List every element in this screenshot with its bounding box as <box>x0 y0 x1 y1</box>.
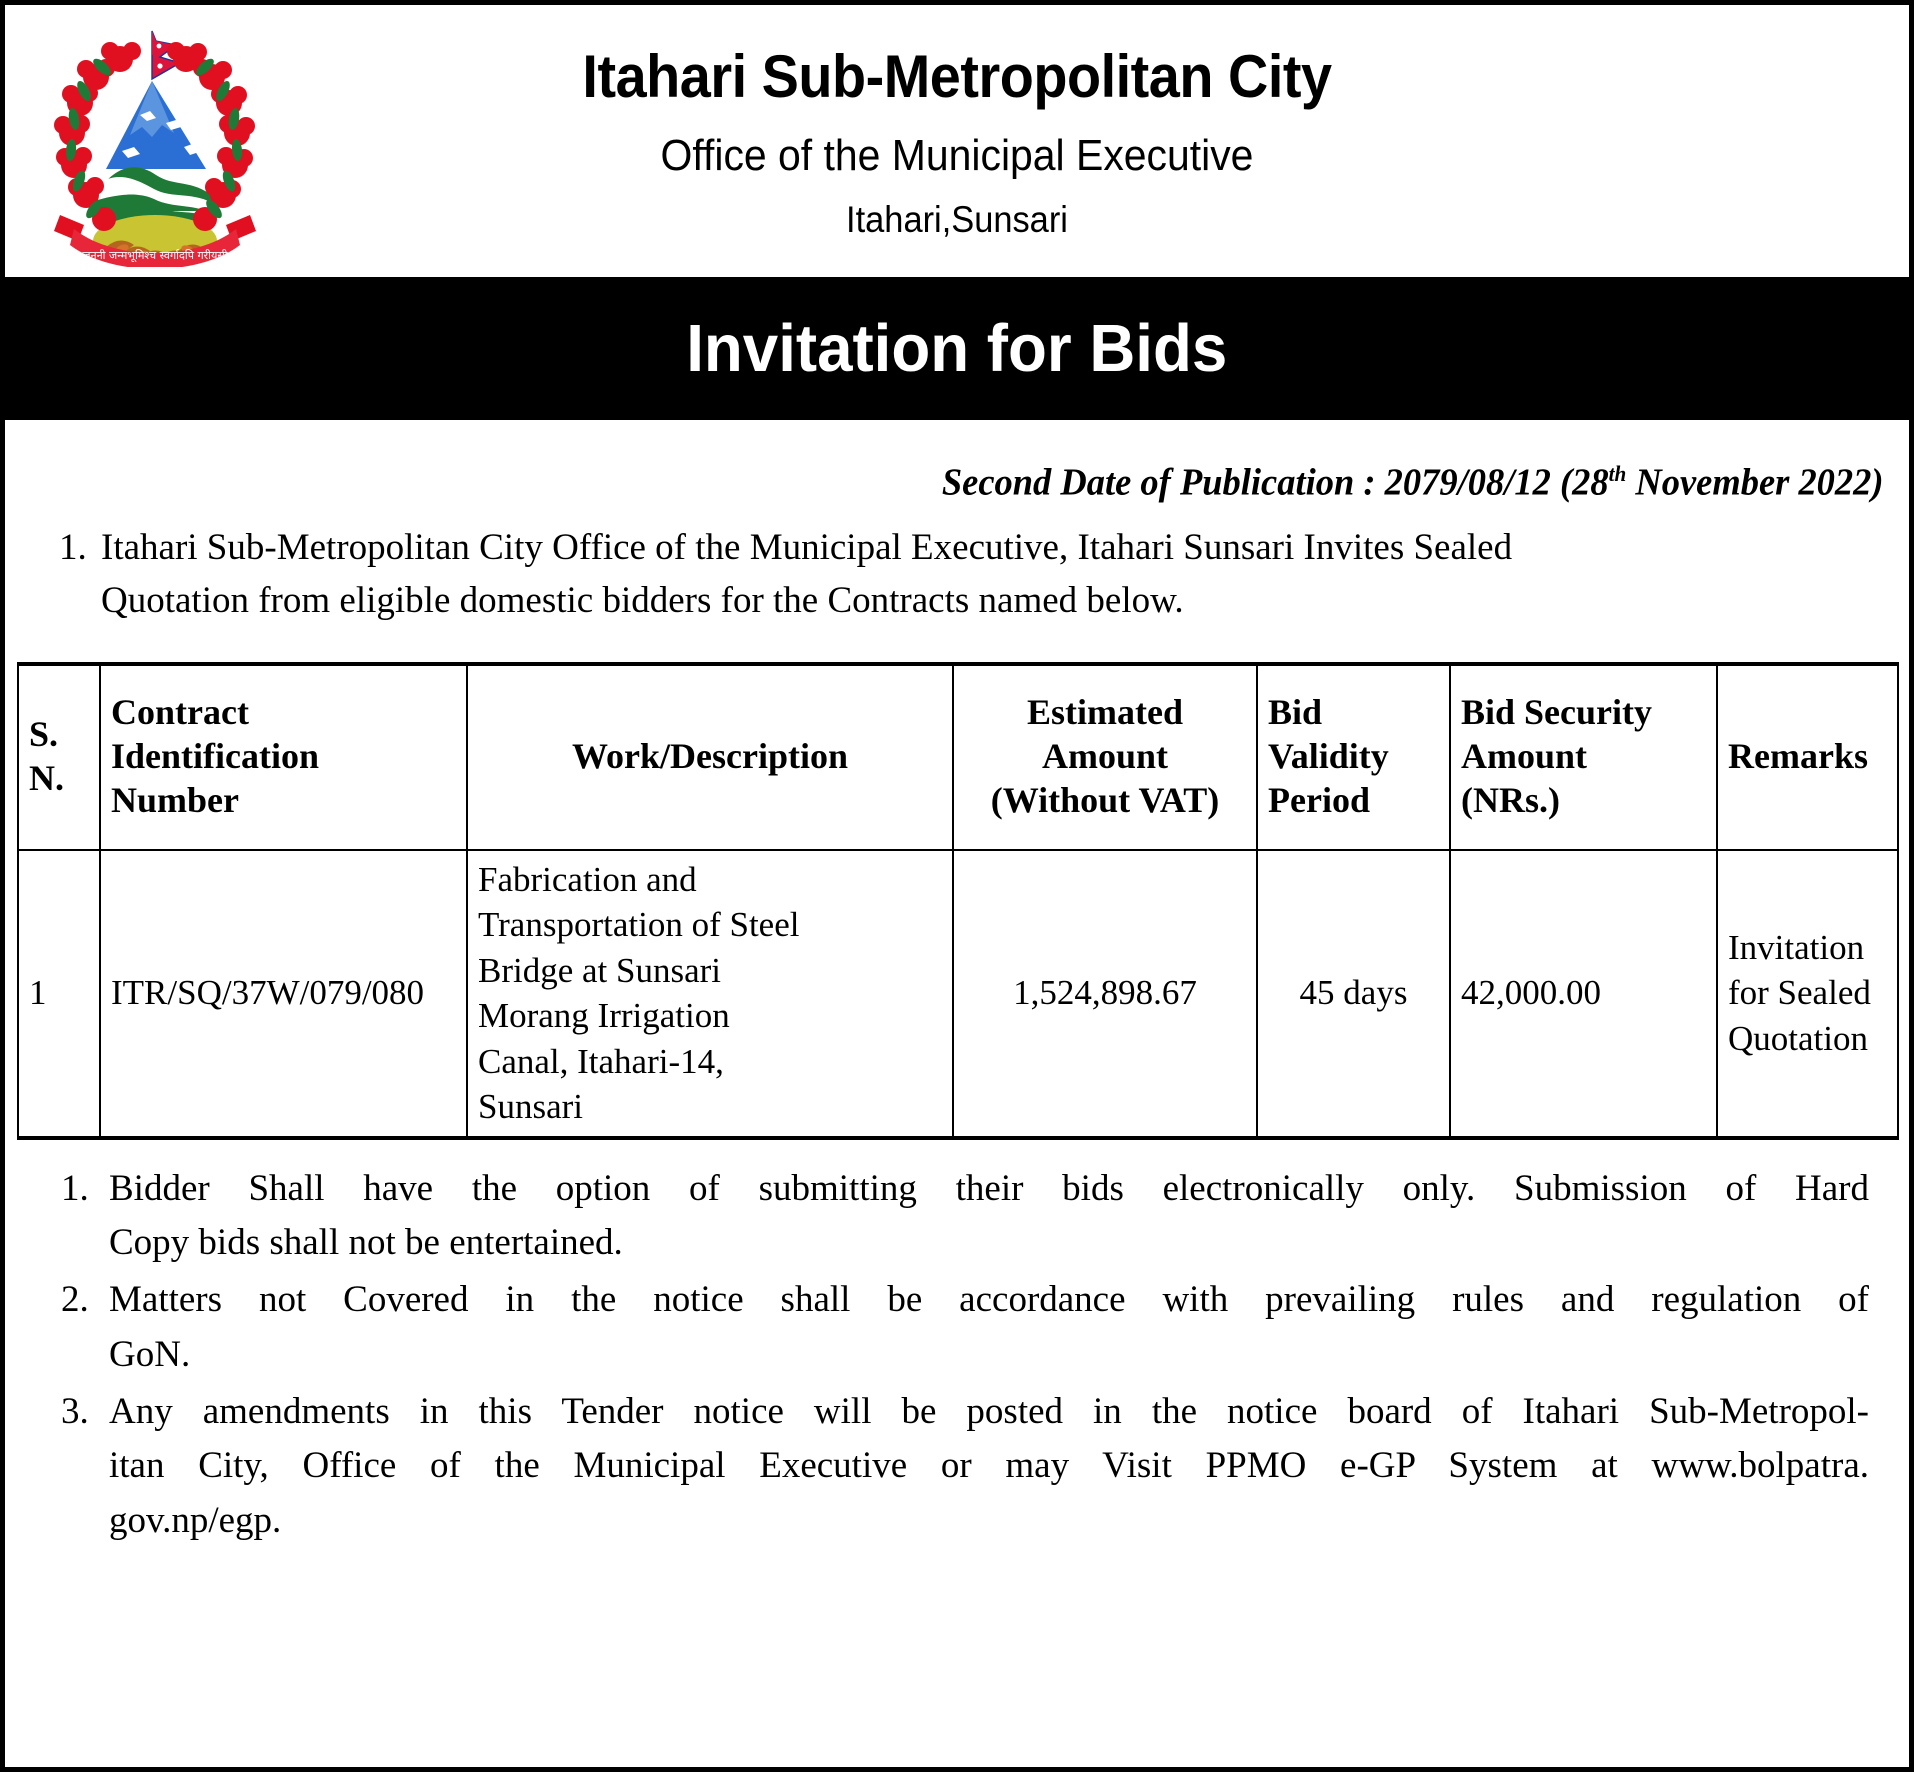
cell-work-description <box>467 850 953 1138</box>
column-header-bid-validity <box>1257 664 1450 850</box>
cell-desc-line5: Canal, Itahari-14, <box>478 1041 724 1081</box>
note-body-3 <box>109 1385 1869 1549</box>
cell-desc-line4: Morang Irrigation <box>478 996 730 1036</box>
emblem-container <box>5 5 305 267</box>
bid-details-table <box>17 662 1899 1140</box>
column-header-cid-line3: Number <box>111 779 239 820</box>
column-header-sec-line2: Amount <box>1461 736 1588 777</box>
column-header-work-description: Work/Description <box>467 664 953 850</box>
note-1-line-2: Copy bids shall not be entertained. <box>109 1222 623 1264</box>
column-header-valid-line2: Validity <box>1268 736 1389 777</box>
column-header-remarks: Remarks <box>1717 664 1898 850</box>
note-number-3: 3. <box>61 1390 89 1432</box>
column-header-estimated-amount <box>953 664 1257 850</box>
intro-number: 1. <box>59 527 87 569</box>
list-item <box>47 1162 1869 1272</box>
column-header-cid-line2: Identification <box>111 736 320 777</box>
intro-paragraph <box>17 504 1897 627</box>
publication-date <box>92 420 1897 504</box>
column-header-amt-line2: Amount <box>1041 736 1169 777</box>
cell-remarks-line3: Quotation <box>1728 1018 1868 1058</box>
note-number-1: 1. <box>61 1167 89 1209</box>
cell-remarks <box>1717 850 1898 1138</box>
note-3-line-1: Any amendments in this Tender notice will be posted in the notice board of Itahari Sub-Metropol- <box>109 1390 1869 1432</box>
column-header-amt-line1: Estimated <box>1027 692 1183 733</box>
note-1-line-1: Bidder Shall have the option of submitting their bids electronically only. Submission of Hard <box>109 1167 1869 1209</box>
list-item <box>47 1273 1869 1383</box>
cell-bid-security-amount: 42,000.00 <box>1450 850 1717 1138</box>
organization-name: Itahari Sub-Metropolitan City <box>582 43 1332 110</box>
table-header-row <box>18 664 1898 850</box>
column-header-bid-security <box>1450 664 1717 850</box>
cell-remarks-line2: for Sealed <box>1728 973 1871 1013</box>
note-number-2: 2. <box>61 1279 89 1321</box>
letterhead-titles <box>305 5 1909 241</box>
publication-date-ordinal: th <box>1608 461 1627 486</box>
note-2-line-1: Matters not Covered in the notice shall be accordance with prevailing rules and regulation of <box>109 1279 1869 1321</box>
cell-desc-line1: Fabrication and <box>478 859 697 899</box>
column-header-contract-id <box>100 664 467 850</box>
cell-contract-id: ITR/SQ/37W/079/080 <box>100 850 467 1138</box>
column-header-cid-line1: Contract <box>111 692 249 733</box>
cell-serial-number: 1 <box>18 850 100 1138</box>
cell-desc-line6: Sunsari <box>478 1087 583 1127</box>
note-body-2 <box>109 1273 1869 1383</box>
intro-line-1 <box>59 522 1873 575</box>
column-header-sn-line2: N. <box>29 758 64 799</box>
note-body-1 <box>109 1162 1869 1272</box>
cell-desc-line2: Transportation of Steel <box>478 905 800 945</box>
note-2-line-2: GoN. <box>109 1333 191 1375</box>
nepal-national-emblem-icon <box>44 19 266 267</box>
cell-desc-line3: Bridge at Sunsari <box>478 950 722 990</box>
office-name: Office of the Municipal Executive <box>660 131 1254 180</box>
cell-estimated-amount: 1,524,898.67 <box>953 850 1257 1138</box>
intro-line-2: Quotation from eligible domestic bidders for the Contracts named below. <box>101 579 1184 621</box>
column-header-valid-line1: Bid <box>1268 692 1323 733</box>
list-item <box>47 1385 1869 1549</box>
publication-date-tail: November 2022) <box>1626 461 1884 504</box>
publication-date-main: Second Date of Publication : 2079/08/12 (28 <box>941 461 1609 504</box>
note-3-line-2: itan City, Office of the Municipal Executive or may Visit PPMO e-GP System at www.bolpatra. <box>109 1445 1869 1487</box>
notes-list <box>17 1140 1897 1549</box>
office-location: Itahari,Sunsari <box>846 199 1068 241</box>
letterhead <box>5 5 1909 277</box>
banner-title: Invitation for Bids <box>686 311 1228 386</box>
cell-bid-validity-period: 45 days <box>1257 850 1450 1138</box>
column-header-amt-line3: (Without VAT) <box>990 779 1220 820</box>
column-header-sn-line1: S. <box>29 714 59 755</box>
note-3-line-3: gov.np/egp. <box>109 1500 282 1542</box>
column-header-valid-line3: Period <box>1268 779 1370 820</box>
column-header-sn <box>18 664 100 850</box>
column-header-sec-line1: Bid Security <box>1461 692 1653 733</box>
document-body <box>5 420 1909 1549</box>
svg-text:जननी जन्मभूमिश्च स्वर्गादपि गर: जननी जन्मभूमिश्च स्वर्गादपि गरीयसी <box>82 249 228 262</box>
intro-text-1: Itahari Sub-Metropolitan City Office of the Municipal Executive, Itahari Sunsari Invites Sealed <box>101 527 1513 569</box>
invitation-banner <box>5 277 1909 420</box>
column-header-sec-line3: (NRs.) <box>1461 779 1560 820</box>
cell-remarks-line1: Invitation <box>1728 927 1865 967</box>
table-row <box>18 850 1898 1138</box>
